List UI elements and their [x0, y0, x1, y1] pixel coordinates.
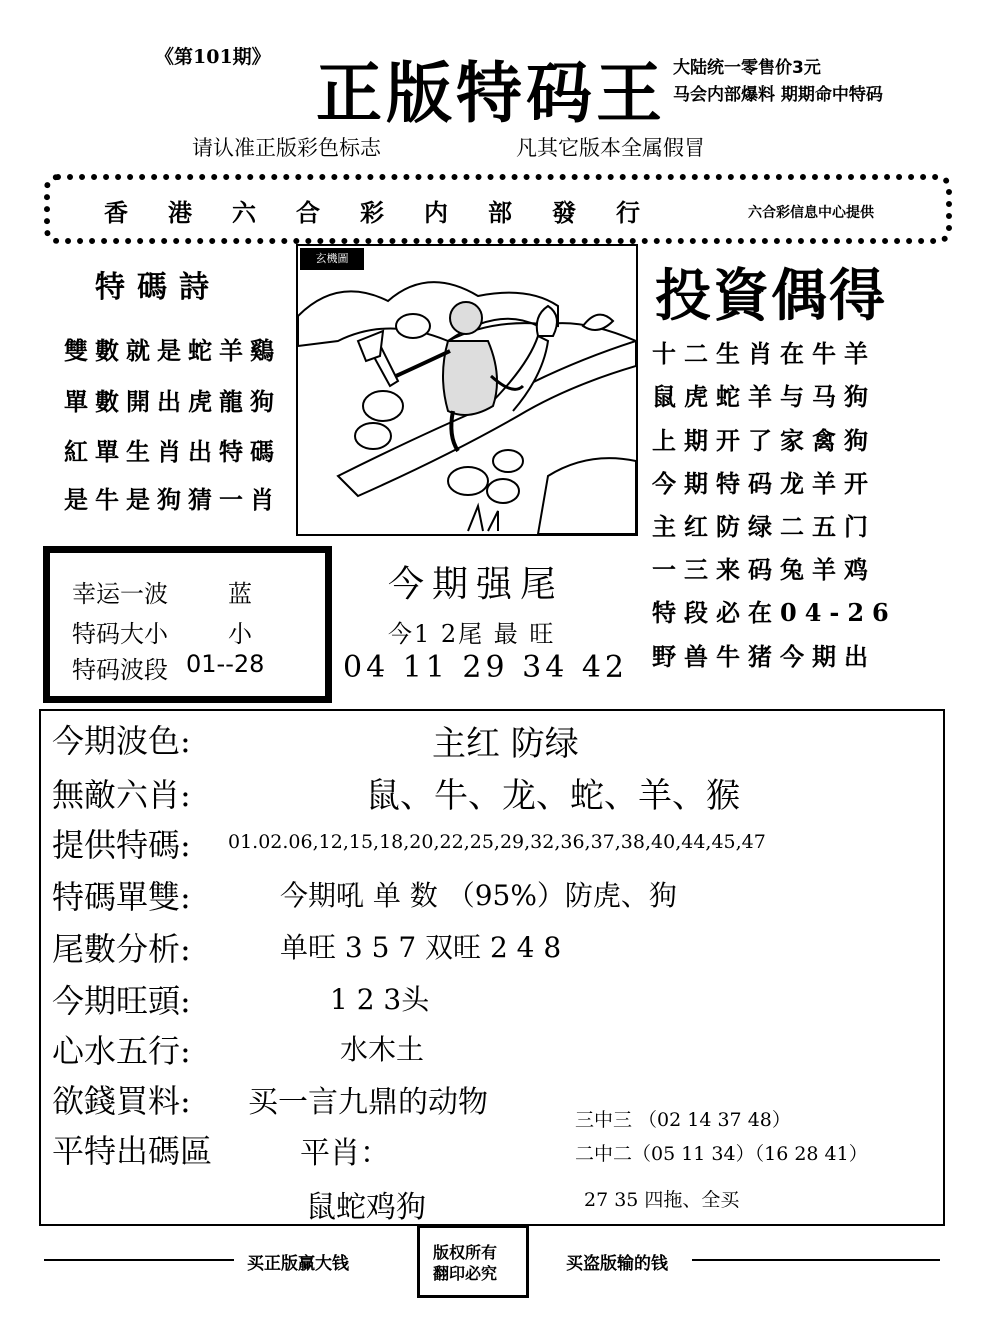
- five-elements-value: 水木土: [340, 1033, 425, 1066]
- head-label: 今期旺頭:: [52, 982, 191, 1020]
- issue-number: 《第101期》: [155, 46, 271, 68]
- poem-line: 雙數就是蛇羊鷄: [64, 336, 281, 365]
- invest-line: 鼠虎蛇羊与马狗: [652, 382, 876, 411]
- six-zodiac-value: 鼠、牛、龙、蛇、羊、猴: [366, 776, 740, 816]
- lucky-label: 特码大小: [72, 620, 168, 648]
- invest-line: 上期开了家禽狗: [652, 426, 876, 455]
- tail-analysis-label: 尾數分析:: [52, 930, 191, 968]
- zone-label: 平特出碼區: [52, 1132, 213, 1170]
- drag-numbers: 27 35 四拖、全买: [584, 1189, 740, 1211]
- monkey-illustration: [298, 246, 636, 534]
- picture-stamp: 玄機圖: [300, 248, 364, 270]
- footer-divider: [44, 1259, 234, 1261]
- strong-tail-subtitle: 今1 2尾 最 旺: [388, 620, 556, 648]
- lucky-value: 01--28: [186, 650, 265, 678]
- five-elements-label: 心水五行:: [52, 1032, 191, 1070]
- tagline-text: 马会内部爆料 期期命中特码: [673, 85, 883, 105]
- invest-line: 特段必在04-26: [652, 598, 897, 627]
- footer-slogan-left: 买正版赢大钱: [247, 1254, 349, 1274]
- six-zodiac-label: 無敵六肖:: [52, 776, 191, 814]
- buy-label: 欲錢買料:: [52, 1082, 191, 1120]
- color-value: 主红 防绿: [432, 724, 579, 764]
- invest-line: 主红防绿二五门: [652, 512, 876, 541]
- poem-title: 特碼詩: [95, 270, 221, 305]
- flat-zodiac-value: 鼠蛇鸡狗: [306, 1190, 426, 1225]
- flat-zodiac-label: 平肖：: [300, 1136, 390, 1171]
- lucky-label: 特码波段: [72, 656, 168, 684]
- lucky-value: 蓝: [228, 580, 252, 608]
- footer-divider: [692, 1259, 940, 1261]
- odd-even-label: 特碼單雙:: [52, 878, 191, 916]
- provider-text: 六合彩信息中心提供: [748, 205, 874, 221]
- three-in-three: 三中三 （02 14 37 48）: [575, 1109, 791, 1131]
- tail-analysis-value: 单旺 3 5 7 双旺 2 4 8: [280, 931, 562, 964]
- strong-tail-title: 今期强尾: [388, 564, 565, 605]
- footer-slogan-right: 买盗版输的钱: [566, 1254, 668, 1274]
- invest-line: 十二生肖在牛羊: [652, 339, 876, 368]
- poem-line: 單數開出虎龍狗: [64, 387, 281, 416]
- copyright-line: 翻印必究: [433, 1264, 498, 1283]
- lucky-label: 幸运一波: [72, 580, 168, 608]
- two-in-two: 二中二（05 11 34）（16 28 41）: [575, 1143, 868, 1165]
- lucky-value: 小: [228, 620, 252, 648]
- odd-even-value: 今期吼 单 数 （95%）防虎、狗: [280, 879, 677, 912]
- invest-line: 一三来码兔羊鸡: [652, 555, 876, 584]
- page-title: 正版特码王: [316, 54, 666, 132]
- authenticity-notice: 请认准正版彩色标志: [192, 136, 381, 160]
- color-label: 今期波色:: [52, 722, 191, 760]
- invest-line: 野兽牛猪今期出: [652, 642, 876, 671]
- publisher-text: 香港六合彩内部發行: [104, 198, 680, 227]
- head-value: 1 2 3头: [330, 983, 430, 1016]
- buy-value: 买一言九鼎的动物: [248, 1085, 488, 1120]
- invest-line: 今期特码龙羊开: [652, 469, 876, 498]
- riddle-illustration: [296, 244, 638, 536]
- special-code-label: 提供特碼:: [52, 826, 191, 864]
- copyright-line: 版权所有: [433, 1243, 498, 1262]
- special-code-value: 01.02.06,12,15,18,20,22,25,29,32,36,37,38,40,44,45,47: [228, 831, 766, 853]
- poem-line: 是牛是狗猜一肖: [64, 485, 281, 514]
- invest-title: 投資偶得: [655, 264, 887, 329]
- counterfeit-notice: 凡其它版本全属假冒: [516, 136, 705, 160]
- price-text: 大陆统一零售价3元: [673, 58, 821, 78]
- strong-tail-numbers: 04 11 29 34 42: [343, 650, 629, 685]
- poem-line: 紅單生肖出特碼: [64, 437, 281, 466]
